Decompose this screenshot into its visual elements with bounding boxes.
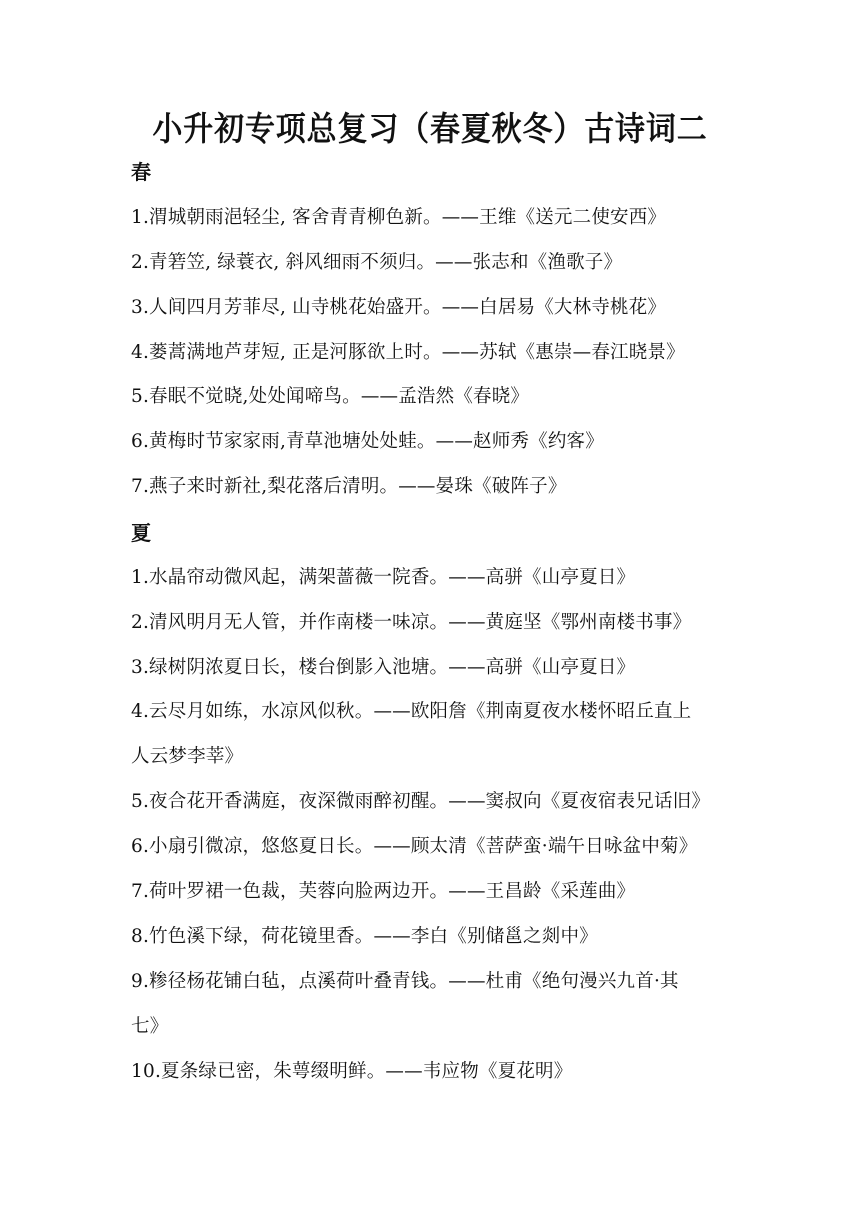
poem-line: 6.黄梅时节家家雨,青草池塘处处蛙。——赵师秀《约客》 — [131, 431, 604, 452]
document-title: 小升初专项总复习（春夏秋冬）古诗词二 — [152, 109, 708, 148]
poem-line: 1.渭城朝雨浥轻尘, 客舍青青柳色新。——王维《送元二使安西》 — [131, 207, 667, 228]
poem-line-continuation: 人云梦李莘》 — [131, 746, 244, 767]
poem-line: 5.春眠不觉晓,处处闻啼鸟。——孟浩然《春晓》 — [131, 386, 530, 407]
poem-line: 6.小扇引微凉，悠悠夏日长。——顾太清《菩萨蛮·端午日咏盆中菊》 — [131, 836, 698, 857]
poem-line: 10.夏条绿已密，朱萼缀明鲜。——韦应物《夏花明》 — [131, 1061, 573, 1082]
poem-line-continuation: 七》 — [131, 1016, 169, 1037]
poem-line: 5.夜合花开香满庭，夜深微雨醉初醒。——窦叔向《夏夜宿表兄话旧》 — [131, 791, 711, 812]
poem-line: 3.绿树阴浓夏日长，楼台倒影入池塘。——高骈《山亭夏日》 — [131, 657, 636, 678]
poem-line: 2.青箬笠, 绿蓑衣, 斜风细雨不须归。——张志和《渔歌子》 — [131, 252, 623, 273]
section-heading-spring: 春 — [131, 160, 151, 184]
poem-line: 2.清风明月无人管，并作南楼一味凉。——黄庭坚《鄂州南楼书事》 — [131, 612, 692, 633]
section-heading-summer: 夏 — [131, 521, 151, 545]
poem-line: 7.燕子来时新社,梨花落后清明。——晏珠《破阵子》 — [131, 476, 567, 497]
poem-line: 4.云尽月如练，水凉风似秋。——欧阳詹《荆南夏夜水楼怀昭丘直上 — [131, 701, 692, 722]
poem-line: 7.荷叶罗裙一色裁，芙蓉向脸两边开。——王昌龄《采莲曲》 — [131, 881, 636, 902]
poem-line: 1.水晶帘动微风起，满架蔷薇一院香。——高骈《山亭夏日》 — [131, 567, 636, 588]
poem-line: 8.竹色溪下绿，荷花镜里香。——李白《别储邕之剡中》 — [131, 926, 598, 947]
poem-line: 4.蒌蒿满地芦芽短, 正是河豚欲上时。——苏轼《惠崇—春江晓景》 — [131, 342, 685, 363]
poem-line: 9.糁径杨花铺白毡，点溪荷叶叠青钱。——杜甫《绝句漫兴九首·其 — [131, 971, 679, 992]
poem-line: 3.人间四月芳菲尽, 山寺桃花始盛开。——白居易《大林寺桃花》 — [131, 297, 667, 318]
